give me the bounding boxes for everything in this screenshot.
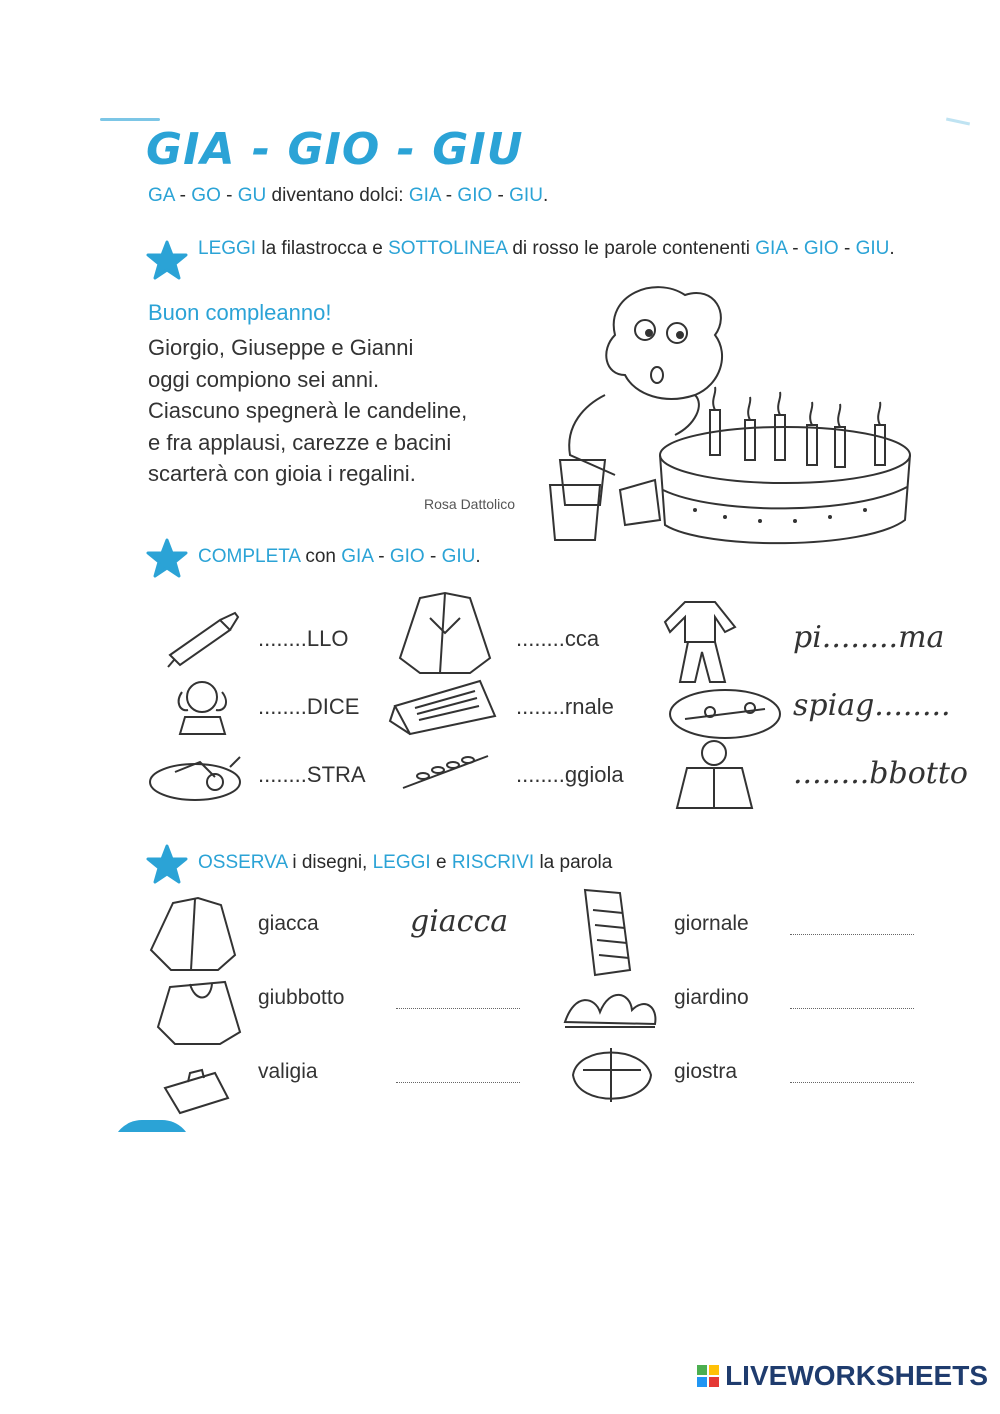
text-segment: - (220, 185, 238, 206)
text-segment: - (424, 546, 442, 567)
fill-in-word[interactable]: spiag........ (793, 688, 951, 723)
text-segment: diventano dolci: (266, 185, 409, 206)
rewrite-field[interactable] (790, 1082, 914, 1083)
rewrite-field[interactable] (396, 1082, 520, 1083)
fill-in-word[interactable]: ........LLO (258, 626, 349, 651)
beach-icon (665, 684, 785, 742)
text-segment: - (786, 238, 804, 259)
text-segment: - (174, 185, 192, 206)
text-segment: - (492, 185, 510, 206)
poem-line: oggi compiono sei anni. (148, 366, 380, 392)
exercise3-instruction (198, 850, 612, 876)
text-segment: di rosso le parole contenenti (507, 238, 756, 259)
parka-icon (672, 738, 757, 813)
text-segment: GO (191, 185, 221, 206)
word-label: giardino (674, 986, 749, 1009)
text-segment: . (889, 238, 895, 259)
logo-icon (697, 1365, 719, 1387)
word-label: giubbotto (258, 986, 345, 1009)
rewrite-field[interactable] (790, 934, 914, 935)
fill-in-word[interactable]: pi........ma (793, 620, 945, 655)
newspaper-icon (575, 885, 635, 980)
page-title: GIA - GIO - GIU (146, 124, 524, 175)
text-segment: LEGGI (198, 238, 257, 259)
text-segment: e (430, 852, 452, 873)
subtitle (148, 185, 548, 207)
top-rule-left (100, 118, 160, 121)
star-icon (146, 844, 188, 886)
poem-title: Buon compleanno! (148, 300, 332, 325)
text-segment: GIO (389, 546, 425, 567)
word-label: giostra (674, 1060, 738, 1083)
star-icon (146, 538, 188, 580)
text-segment: GIO (457, 185, 493, 206)
pajamas-icon (660, 592, 745, 687)
rewrite-answer[interactable]: giacca (410, 904, 509, 939)
carousel-icon (145, 752, 245, 804)
carousel-icon (563, 1040, 658, 1112)
text-segment: GA (148, 185, 175, 206)
text-segment: OSSERVA (198, 852, 288, 873)
corner-decoration (112, 1120, 192, 1150)
text-segment: . (475, 546, 481, 567)
star-icon (146, 240, 188, 282)
text-segment: GIU (441, 546, 476, 567)
fill-in-word[interactable]: ........rnale (516, 694, 614, 719)
word-label: giacca (258, 912, 319, 935)
rewrite-field[interactable] (396, 1008, 520, 1009)
text-segment: i disegni, (287, 852, 373, 873)
word-label: giornale (674, 912, 749, 935)
text-segment: la parola (534, 852, 613, 873)
poem-line: Giorgio, Giuseppe e Gianni (148, 335, 414, 360)
suitcase-icon (160, 1058, 235, 1116)
fill-in-word[interactable]: ........ggiola (516, 762, 624, 787)
marker-icon (160, 605, 245, 670)
newspaper-icon (385, 676, 500, 736)
text-segment: . (542, 185, 549, 206)
text-segment: SOTTOLINEA (388, 238, 508, 259)
fill-in-word[interactable]: ........bbotto (793, 756, 968, 791)
text-segment: GU (237, 185, 267, 206)
poem-line: e fra applausi, carezze e bacini (148, 429, 452, 455)
parka-icon (150, 972, 245, 1047)
text-segment: GIA (755, 238, 787, 259)
birthday-illustration (545, 275, 925, 565)
text-segment: la filastrocca e (256, 238, 389, 259)
jacket-icon (390, 588, 500, 678)
fill-in-word[interactable]: ........STRA (258, 762, 366, 787)
rewrite-field[interactable] (790, 1008, 914, 1009)
jacket-icon (143, 895, 243, 975)
text-segment: - (838, 238, 856, 259)
text-segment: RISCRIVI (451, 852, 535, 873)
text-segment: GIU (855, 238, 890, 259)
text-segment: - (372, 546, 390, 567)
fill-in-word[interactable]: ........cca (516, 626, 600, 651)
text-segment: LEGGI (372, 852, 431, 873)
poem-author: Rosa Dattolico (424, 496, 516, 512)
text-segment: GIA (341, 546, 373, 567)
word-label: valigia (258, 1060, 318, 1083)
garden-icon (560, 982, 660, 1032)
fill-in-word[interactable]: ........DICE (258, 694, 360, 719)
text-segment: con (300, 546, 342, 567)
exercise1-instruction (198, 236, 928, 262)
exercise2-instruction (198, 544, 481, 570)
poem-line: scarterà con gioia i regalini. (148, 461, 416, 486)
top-rule-right (946, 118, 970, 126)
text-segment: COMPLETA (198, 546, 301, 567)
liveworksheets-logo (697, 1360, 988, 1392)
text-segment: GIO (803, 238, 839, 259)
brand-text: LIVEWORKSHEETS (725, 1360, 988, 1391)
text-segment: GIU (509, 185, 543, 206)
poem (148, 332, 467, 490)
poem-line: Ciascuno spegnerà le candeline, (148, 398, 468, 423)
text-segment: - (440, 185, 458, 206)
twig-icon (398, 748, 493, 793)
text-segment: GIA (408, 185, 441, 206)
judge-icon (170, 672, 235, 737)
